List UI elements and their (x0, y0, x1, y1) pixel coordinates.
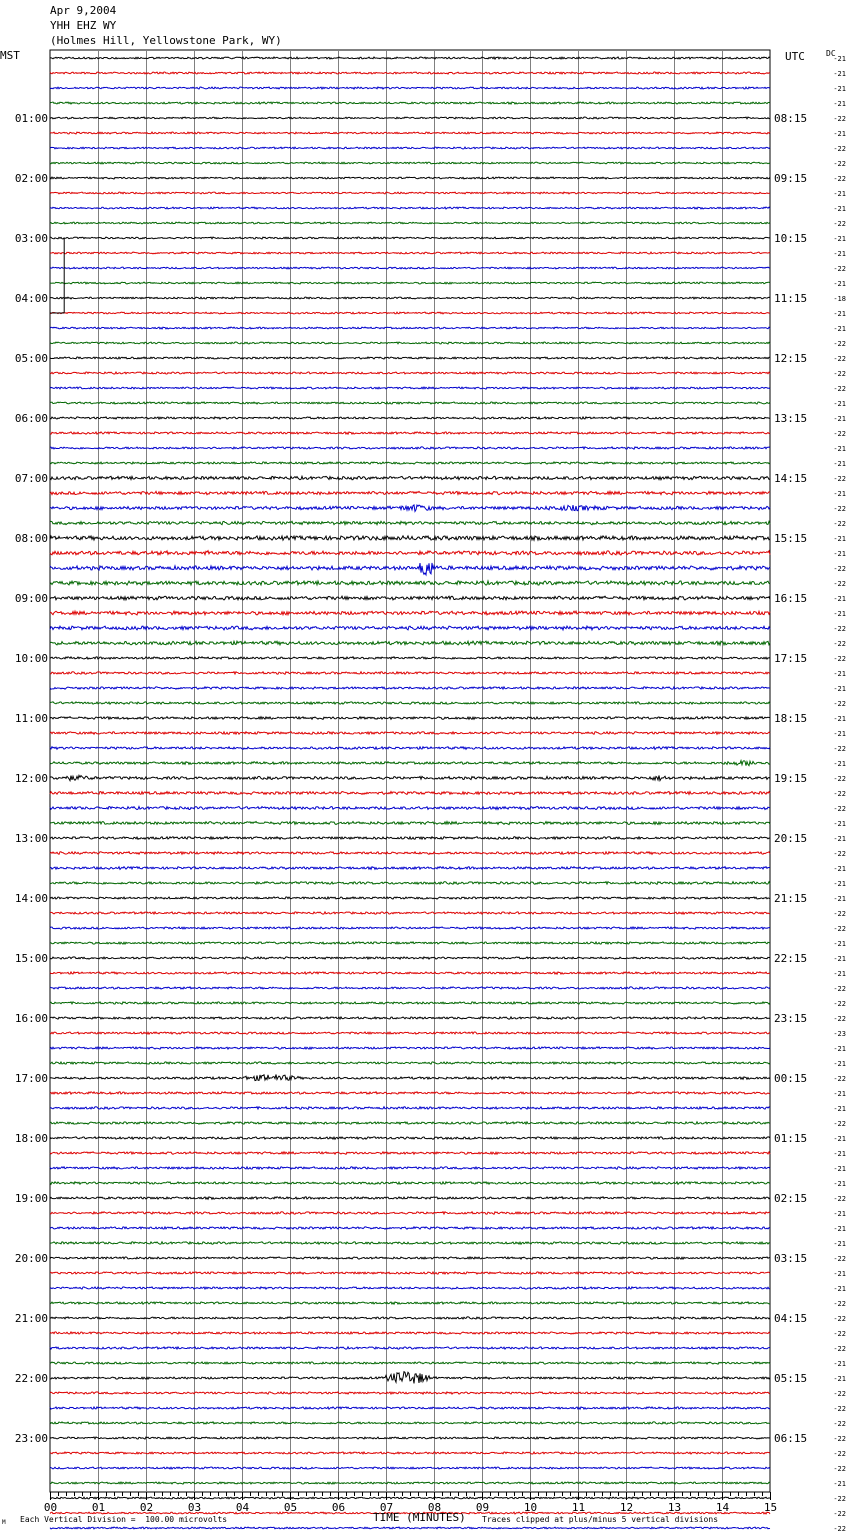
dc-offset-label: -21 (833, 670, 846, 678)
dc-offset-label: -21 (833, 325, 846, 333)
dc-offset-label: -21 (833, 1225, 846, 1233)
trace-row-60 (50, 957, 770, 959)
trace-row-29 (50, 491, 770, 494)
trace-row-46 (50, 747, 770, 750)
dc-offset-label: -21 (833, 895, 846, 903)
dc-offset-label: -22 (833, 1015, 846, 1023)
dc-offset-label: -21 (833, 190, 846, 198)
trace-row-80 (50, 1257, 770, 1259)
trace-row-62 (50, 987, 770, 989)
dc-offset-label: -22 (833, 1510, 846, 1518)
dc-offset-label: -21 (833, 550, 846, 558)
trace-row-71 (50, 1122, 770, 1124)
right-hour-label: 08:15 (774, 112, 808, 125)
x-tick-label: 15 (763, 1501, 778, 1514)
footnote-clip: Traces clipped at plus/minus 5 vertical divisions (482, 1515, 719, 1524)
trace-row-88 (50, 1372, 770, 1384)
dc-offset-label: -21 (833, 400, 846, 408)
plot-frame (50, 50, 770, 1492)
dc-offset-label: -22 (833, 580, 846, 588)
right-timezone-label: UTC (785, 50, 805, 63)
dc-offset-label: -22 (833, 910, 846, 918)
left-hour-label: 03:00 (14, 232, 48, 245)
right-hour-label: 16:15 (774, 592, 808, 605)
right-hour-label: 01:15 (774, 1132, 808, 1145)
dc-offset-label: -18 (833, 295, 846, 303)
trace-row-64 (50, 1017, 770, 1019)
chart-date: Apr 9,2004 (50, 4, 117, 17)
dc-offset-label: -22 (833, 565, 846, 573)
left-hour-label: 07:00 (14, 472, 48, 485)
right-hour-label: 18:15 (774, 712, 808, 725)
dc-offset-label: -22 (833, 220, 846, 228)
trace-row-31 (50, 521, 770, 524)
left-timezone-label: MST (0, 49, 20, 62)
dc-offset-label: -22 (833, 1255, 846, 1263)
dc-offset-label: -21 (833, 1180, 846, 1188)
trace-row-35 (50, 581, 770, 585)
left-hour-label: 10:00 (14, 652, 48, 665)
trace-row-72 (50, 1137, 770, 1139)
dc-offset-label: -21 (833, 1105, 846, 1113)
trace-row-7 (50, 162, 770, 164)
dc-offset-label: -21 (833, 235, 846, 243)
trace-row-49 (50, 792, 770, 795)
dc-offset-label: -22 (833, 520, 846, 528)
dc-offset-label: -22 (833, 1405, 846, 1413)
right-hour-label: 04:15 (774, 1312, 808, 1325)
trace-row-42 (50, 687, 770, 689)
dc-offset-label: -22 (833, 805, 846, 813)
dc-offset-label: -22 (833, 1120, 846, 1128)
x-tick-label: 10 (523, 1501, 538, 1514)
dc-offset-label: -21 (833, 415, 846, 423)
trace-row-52 (50, 837, 770, 840)
dc-offset-label: -22 (833, 700, 846, 708)
trace-row-58 (50, 927, 770, 929)
left-hour-label: 14:00 (14, 892, 48, 905)
trace-row-10 (50, 207, 770, 209)
dc-offset-label: -21 (833, 1090, 846, 1098)
right-hour-label: 14:15 (774, 472, 808, 485)
trace-row-51 (50, 822, 770, 825)
dc-offset-label: -22 (833, 505, 846, 513)
trace-row-47 (50, 761, 770, 766)
x-tick-label: 11 (571, 1501, 586, 1514)
right-hour-label: 02:15 (774, 1192, 808, 1205)
dc-offset-label: -21 (833, 1480, 846, 1488)
dc-offset-label: -22 (833, 160, 846, 168)
trace-row-69 (50, 1092, 770, 1094)
x-axis-title: TIME (MINUTES) (373, 1511, 466, 1524)
trace-row-23 (50, 402, 770, 404)
trace-row-43 (50, 702, 770, 704)
right-hour-label: 20:15 (774, 832, 808, 845)
trace-row-65 (50, 1032, 770, 1034)
trace-row-85 (50, 1332, 770, 1334)
x-tick-label: 06 (331, 1501, 346, 1514)
trace-row-36 (50, 596, 770, 600)
dc-offset-label: -21 (833, 280, 846, 288)
dc-offset-label: -22 (833, 775, 846, 783)
x-tick-label: 14 (715, 1501, 730, 1514)
right-hour-label: 22:15 (774, 952, 808, 965)
trace-row-50 (50, 807, 770, 810)
right-hour-label: 15:15 (774, 532, 808, 545)
trace-row-38 (50, 626, 770, 630)
trace-row-4 (50, 117, 770, 119)
trace-row-45 (50, 732, 770, 735)
right-hour-label: 10:15 (774, 232, 808, 245)
x-tick-label: 00 (43, 1501, 58, 1514)
trace-row-18 (50, 327, 770, 329)
left-hour-label: 20:00 (14, 1252, 48, 1265)
left-hour-label: 16:00 (14, 1012, 48, 1025)
trace-row-33 (50, 551, 770, 555)
trace-row-19 (50, 342, 770, 344)
x-tick-label: 12 (619, 1501, 634, 1514)
trace-row-55 (50, 882, 770, 885)
left-hour-label: 18:00 (14, 1132, 48, 1145)
dc-offset-label: -21 (833, 1375, 846, 1383)
right-hour-label: 17:15 (774, 652, 808, 665)
right-hour-label: 23:15 (774, 1012, 808, 1025)
right-hour-label: 19:15 (774, 772, 808, 785)
left-hour-label: 05:00 (14, 352, 48, 365)
trace-row-25 (50, 432, 770, 434)
trace-row-16 (50, 297, 770, 299)
trace-row-82 (50, 1287, 770, 1289)
right-hour-label: 21:15 (774, 892, 808, 905)
trace-row-24 (50, 417, 770, 419)
x-tick-label: 03 (187, 1501, 202, 1514)
trace-row-0 (50, 57, 770, 59)
dc-offset-label: -21 (833, 1360, 846, 1368)
trace-row-22 (50, 387, 770, 389)
trace-row-61 (50, 972, 770, 974)
dc-offset-label: -21 (833, 835, 846, 843)
dc-offset-label: -22 (833, 355, 846, 363)
trace-row-95 (50, 1482, 770, 1484)
trace-row-44 (50, 717, 770, 720)
dc-offset-label: -22 (833, 340, 846, 348)
right-hour-label: 06:15 (774, 1432, 808, 1445)
trace-row-59 (50, 942, 770, 944)
trace-row-32 (50, 536, 770, 540)
dc-offset-label: -22 (833, 1465, 846, 1473)
dc-offset-label: -21 (833, 100, 846, 108)
trace-row-48 (50, 775, 770, 780)
trace-row-15 (50, 282, 770, 284)
x-tick-label: 09 (475, 1501, 490, 1514)
right-hour-label: 05:15 (774, 1372, 808, 1385)
trace-row-83 (50, 1302, 770, 1304)
left-hour-label: 22:00 (14, 1372, 48, 1385)
trace-row-74 (50, 1167, 770, 1169)
dc-offset-label: -21 (833, 130, 846, 138)
dc-offset-label: -21 (833, 760, 846, 768)
right-hour-label: 13:15 (774, 412, 808, 425)
dc-offset-label: -22 (833, 850, 846, 858)
left-hour-label: 13:00 (14, 832, 48, 845)
trace-row-21 (50, 372, 770, 374)
dc-offset-label: -22 (833, 1495, 846, 1503)
trace-row-67 (50, 1062, 770, 1064)
x-tick-label: 01 (91, 1501, 106, 1514)
trace-row-78 (50, 1227, 770, 1229)
corner-mark: M (2, 1519, 6, 1526)
trace-row-41 (50, 672, 770, 675)
right-hour-label: 11:15 (774, 292, 808, 305)
trace-row-14 (50, 267, 770, 269)
trace-row-79 (50, 1242, 770, 1244)
trace-row-75 (50, 1182, 770, 1185)
left-hour-label: 21:00 (14, 1312, 48, 1325)
trace-row-1 (50, 72, 770, 74)
dc-offset-label: -22 (833, 115, 846, 123)
trace-row-73 (50, 1152, 770, 1155)
dc-offset-label: -22 (833, 1390, 846, 1398)
dc-offset-label: -21 (833, 1285, 846, 1293)
left-hour-label: 09:00 (14, 592, 48, 605)
trace-row-77 (50, 1212, 770, 1215)
dc-offset-label: -21 (833, 445, 846, 453)
x-tick-label: 13 (667, 1501, 682, 1514)
trace-row-63 (50, 1002, 770, 1004)
trace-row-94 (50, 1467, 770, 1469)
trace-row-76 (50, 1197, 770, 1200)
dc-offset-label: -21 (833, 250, 846, 258)
trace-row-39 (50, 641, 770, 645)
footnote-scale: Each Vertical Division = 100.00 microvolts (20, 1515, 228, 1524)
dc-offset-label: -21 (833, 865, 846, 873)
dc-offset-label: -22 (833, 145, 846, 153)
dc-offset-label: -22 (833, 1450, 846, 1458)
trace-row-40 (50, 657, 770, 659)
dc-offset-label: -21 (833, 1240, 846, 1248)
dc-offset-label: -21 (833, 1060, 846, 1068)
trace-row-8 (50, 177, 770, 179)
left-hour-label: 02:00 (14, 172, 48, 185)
dc-offset-label: -21 (833, 55, 846, 63)
trace-row-96 (50, 1497, 770, 1499)
chart-location: (Holmes Hill, Yellowstone Park, WY) (50, 34, 282, 47)
dc-offset-label: -22 (833, 1000, 846, 1008)
dc-offset-label: -22 (833, 1525, 846, 1533)
trace-row-9 (50, 192, 770, 194)
right-hour-label: 09:15 (774, 172, 808, 185)
trace-row-84 (50, 1317, 770, 1319)
x-tick-label: 02 (139, 1501, 154, 1514)
dc-header-label: DC (826, 49, 836, 58)
dc-offset-label: -21 (833, 880, 846, 888)
dc-offset-label: -22 (833, 370, 846, 378)
dc-offset-label: -21 (833, 85, 846, 93)
dc-offset-label: -22 (833, 655, 846, 663)
dc-offset-label: -21 (833, 685, 846, 693)
dc-offset-label: -21 (833, 595, 846, 603)
trace-row-20 (50, 357, 770, 359)
x-tick-label: 08 (427, 1501, 442, 1514)
dc-offset-label: -21 (833, 970, 846, 978)
left-hour-label: 06:00 (14, 412, 48, 425)
dc-offset-label: -22 (833, 790, 846, 798)
trace-row-66 (50, 1047, 770, 1049)
dc-offset-label: -21 (833, 70, 846, 78)
dc-offset-label: -22 (833, 985, 846, 993)
trace-row-54 (50, 867, 770, 870)
trace-row-68 (50, 1075, 770, 1081)
trace-row-28 (50, 476, 770, 479)
dc-offset-label: -22 (833, 1075, 846, 1083)
dc-offset-label: -21 (833, 535, 846, 543)
left-hour-label: 19:00 (14, 1192, 48, 1205)
dc-offset-label: -21 (833, 490, 846, 498)
trace-row-89 (50, 1392, 770, 1394)
right-hour-label: 00:15 (774, 1072, 808, 1085)
right-hour-label: 03:15 (774, 1252, 808, 1265)
left-hour-label: 11:00 (14, 712, 48, 725)
dc-offset-label: -22 (833, 385, 846, 393)
dc-offset-label: -22 (833, 1435, 846, 1443)
dc-offset-label: -21 (833, 205, 846, 213)
trace-row-57 (50, 912, 770, 914)
x-tick-label: 04 (235, 1501, 250, 1514)
dc-offset-label: -21 (833, 1210, 846, 1218)
left-hour-label: 15:00 (14, 952, 48, 965)
dc-offset-label: -22 (833, 1345, 846, 1353)
trace-row-13 (50, 252, 770, 254)
dc-offset-label: -22 (833, 925, 846, 933)
trace-row-87 (50, 1362, 770, 1364)
trace-row-90 (50, 1407, 770, 1409)
dc-offset-label: -21 (833, 610, 846, 618)
dc-offset-label: -21 (833, 310, 846, 318)
trace-row-11 (50, 222, 770, 224)
trace-row-30 (50, 505, 770, 512)
trace-row-34 (50, 563, 770, 575)
trace-row-91 (50, 1422, 770, 1424)
dc-offset-label: -22 (833, 1420, 846, 1428)
dc-offset-label: -22 (833, 1330, 846, 1338)
trace-row-70 (50, 1107, 770, 1110)
dc-offset-label: -21 (833, 1135, 846, 1143)
trace-row-93 (50, 1452, 770, 1454)
trace-row-26 (50, 447, 770, 449)
left-hour-label: 17:00 (14, 1072, 48, 1085)
dc-offset-label: -23 (833, 1030, 846, 1038)
trace-row-53 (50, 852, 770, 855)
trace-row-86 (50, 1347, 770, 1349)
dc-offset-label: -22 (833, 1195, 846, 1203)
x-tick-label: 07 (379, 1501, 394, 1514)
trace-row-56 (50, 897, 770, 899)
trace-row-27 (50, 462, 770, 464)
left-hour-label: 23:00 (14, 1432, 48, 1445)
dc-offset-label: -21 (833, 1165, 846, 1173)
dc-offset-label: -22 (833, 625, 846, 633)
left-hour-label: 12:00 (14, 772, 48, 785)
trace-row-3 (50, 102, 770, 104)
trace-row-6 (50, 147, 770, 149)
dc-offset-label: -22 (833, 1315, 846, 1323)
x-tick-label: 05 (283, 1501, 298, 1514)
trace-row-2 (50, 87, 770, 89)
left-hour-label: 08:00 (14, 532, 48, 545)
dc-offset-label: -22 (833, 175, 846, 183)
dc-offset-label: -22 (833, 1300, 846, 1308)
dc-offset-label: -21 (833, 460, 846, 468)
dc-offset-label: -22 (833, 640, 846, 648)
dc-offset-label: -22 (833, 475, 846, 483)
chart-station: YHH EHZ WY (50, 19, 117, 32)
dc-offset-label: -22 (833, 430, 846, 438)
dc-offset-label: -21 (833, 730, 846, 738)
trace-row-81 (50, 1272, 770, 1274)
left-hour-label: 04:00 (14, 292, 48, 305)
dc-offset-label: -21 (833, 955, 846, 963)
dc-offset-label: -21 (833, 1150, 846, 1158)
dc-offset-label: -21 (833, 715, 846, 723)
dc-offset-label: -21 (833, 1045, 846, 1053)
dc-offset-label: -21 (833, 820, 846, 828)
left-hour-label: 01:00 (14, 112, 48, 125)
dc-offset-label: -22 (833, 265, 846, 273)
dc-offset-label: -22 (833, 745, 846, 753)
trace-row-12 (50, 237, 770, 239)
right-hour-label: 12:15 (774, 352, 808, 365)
trace-row-98 (50, 1527, 770, 1529)
trace-row-37 (50, 611, 770, 615)
dc-offset-label: -21 (833, 1270, 846, 1278)
trace-row-17 (50, 312, 770, 314)
trace-row-92 (50, 1437, 770, 1439)
trace-row-5 (50, 132, 770, 134)
dc-offset-label: -21 (833, 940, 846, 948)
